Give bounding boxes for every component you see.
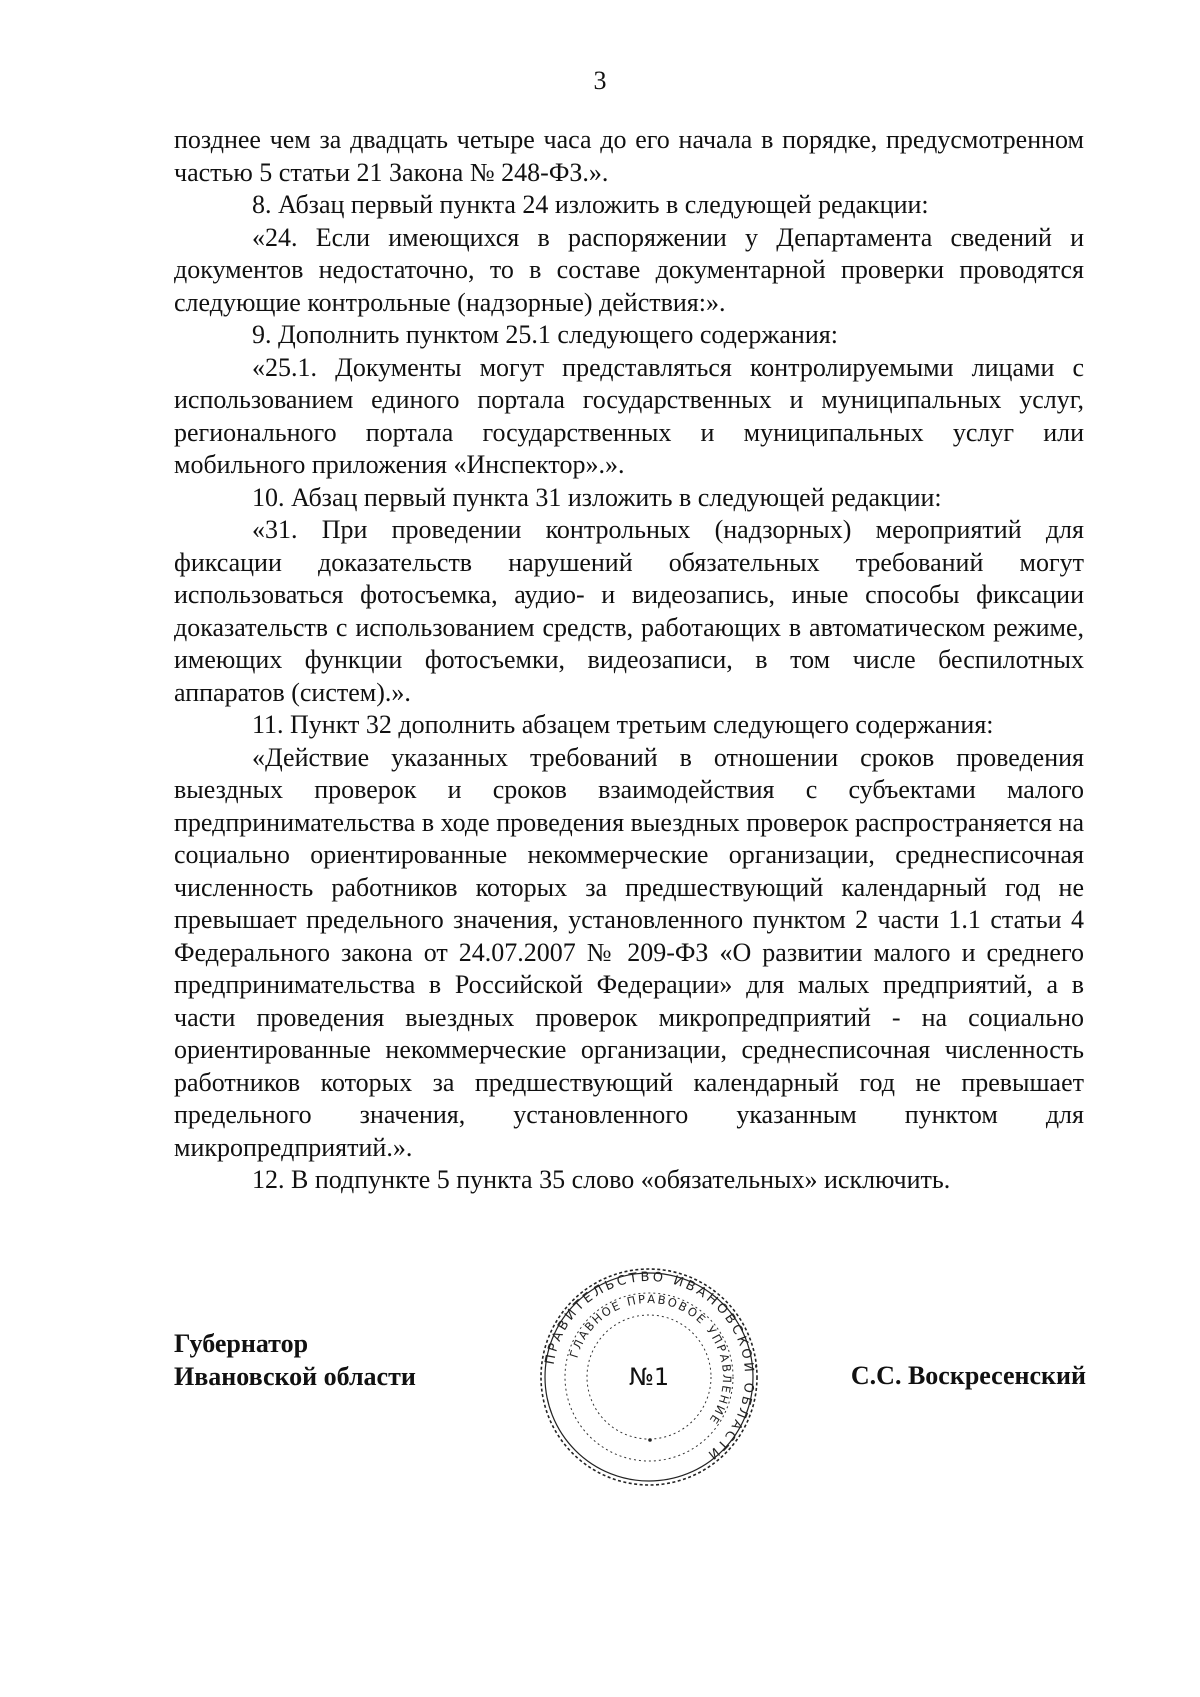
official-seal-stamp [538, 1266, 760, 1488]
stamp-inner-text: ГЛАВНОЕ ПРАВОВОЕ УПРАВЛЕНИЕ [566, 1291, 735, 1428]
signatory-name: С.С. Воскресенский [850, 1361, 1086, 1390]
signatory-position-line2: Ивановской области [174, 1361, 416, 1391]
stamp-number: №1 [628, 1363, 670, 1391]
stamp-outer-text: ПРАВИТЕЛЬСТВО ИВАНОВСКОЙ ОБЛАСТИ [542, 1269, 757, 1464]
document-body [174, 124, 1084, 1197]
paragraph-item-8: 8. Абзац первый пункта 24 изложить в следующей редакции: [252, 190, 929, 219]
paragraph-quote-24: «24. Если имеющихся в распоряжении у Департамента сведений и документов недостаточно, то в составе документарной проверки проводятся следующие контрольные (надзорные) действия:». [174, 222, 1084, 317]
signatory-position [174, 1328, 416, 1393]
paragraph-quote-25-1: «25.1. Документы могут представляться контролируемыми лицами с использованием единого портала государственных и муниципальных услуг, регионального портала государственных и муниципальных услуг или мобильного приложения «Инспектор».». [174, 352, 1084, 479]
paragraph-item-12: 12. В подпункте 5 пункта 35 слово «обязательных» исключить. [252, 1165, 951, 1194]
paragraph-item-11: 11. Пункт 32 дополнить абзацем третьим следующего содержания: [252, 710, 994, 739]
paragraph-item-10: 10. Абзац первый пункта 31 изложить в следующей редакции: [252, 482, 942, 512]
paragraph-quote-32: «Действие указанных требований в отношении сроков проведения выездных проверок и сроков взаимодействия с субъектами малого предпринимательства в ходе проведения выездных проверок распространяется на социально ориентированные некоммерческие организации, среднесписочная численность работников которых за предшествующий календарный год не превышает предельного значения, установленного пунктом 2 части 1.1 статьи 4 Федерального закона от 24.07.2007 № 209-ФЗ «О развитии малого и среднего предпринимательства в Российской Федерации» для малых предприятий, а в части проведения выездных проверок микропредприятий - на социально ориентированные некоммерческие организации, среднесписочная численность работников которых за предшествующий календарный год не превышает предельного значения, установленного указанным пунктом для микропредприятий.». [174, 742, 1084, 1162]
paragraph-quote-31: «31. При проведении контрольных (надзорных) мероприятий для фиксации доказательств нарушений обязательных требований могут использоваться фотосъемка, аудио- и видеозапись, иные способы фиксации доказательств с использованием средств, работающих в автоматическом режиме, имеющих функции фотосъемки, видеозаписи, в том числе беспилотных аппаратов (систем).». [174, 515, 1084, 707]
page-number: 3 [593, 66, 607, 95]
paragraph-continuation: позднее чем за двадцать четыре часа до его начала в порядке, предусмотренном частью 5 статьи 21 Закона № 248-ФЗ.». [174, 125, 1084, 187]
signatory-position-line1: Губернатор [174, 1329, 309, 1358]
stamp-dot-icon [648, 1438, 652, 1442]
paragraph-item-9: 9. Дополнить пунктом 25.1 следующего содержания: [252, 320, 838, 349]
